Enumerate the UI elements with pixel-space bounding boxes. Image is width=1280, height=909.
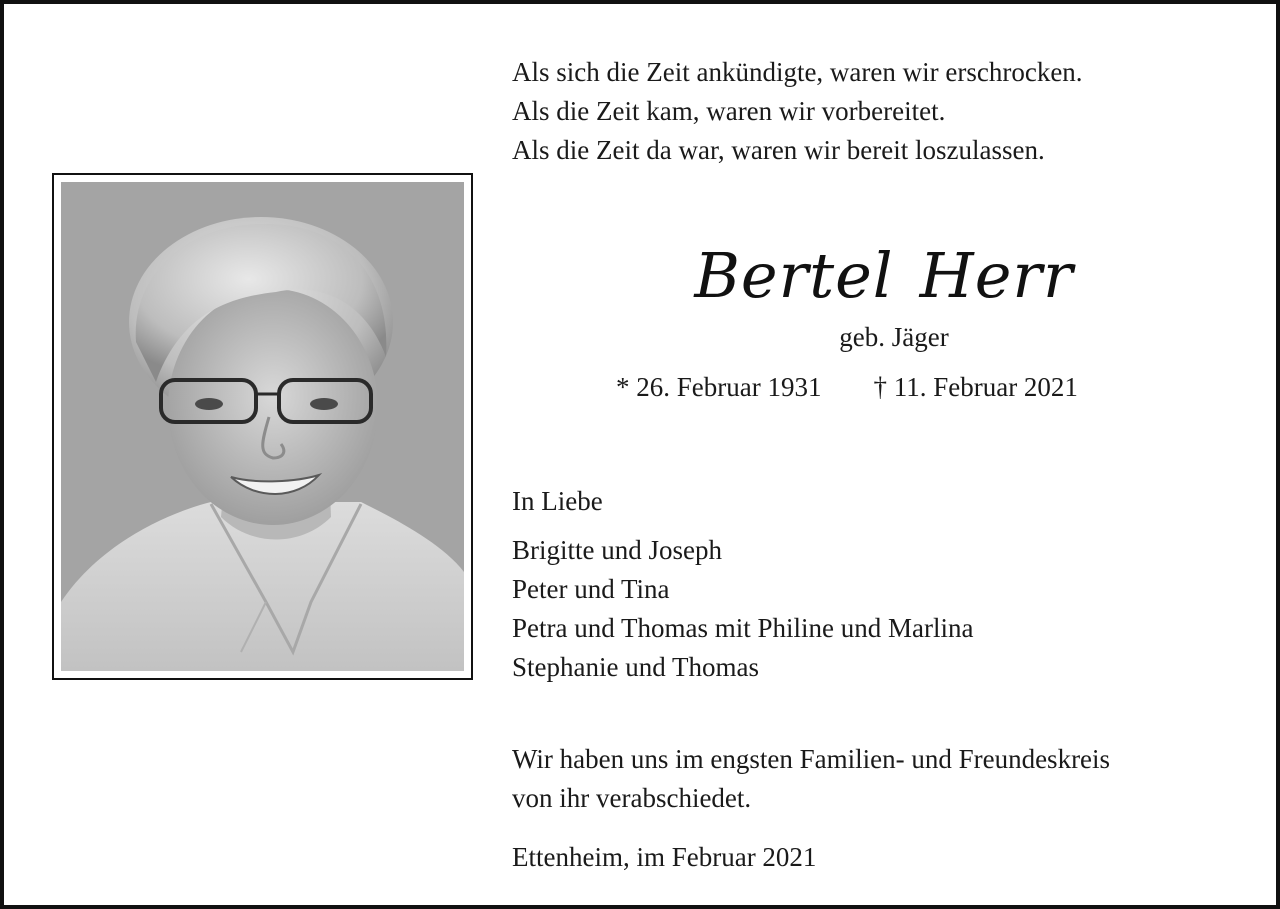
poem-line: Als die Zeit da war, waren wir bereit loszulassen. bbox=[512, 135, 1045, 165]
farewell-line: Wir haben uns im engsten Familien- und Freundeskreis bbox=[512, 744, 1111, 774]
portrait-frame bbox=[52, 173, 473, 680]
poem-line: Als sich die Zeit ankündigte, waren wir erschrocken. bbox=[512, 57, 1083, 87]
deceased-name bbox=[524, 236, 1244, 316]
family-list bbox=[512, 531, 973, 687]
family-member: Brigitte und Joseph bbox=[512, 535, 722, 565]
birth-name: geb. Jäger bbox=[839, 322, 949, 352]
family-member: Stephanie und Thomas bbox=[512, 652, 759, 682]
farewell-note bbox=[512, 740, 1110, 818]
poem bbox=[512, 53, 1083, 170]
farewell-line: von ihr verabschiedet. bbox=[512, 783, 752, 813]
last-name: Herr bbox=[919, 239, 1074, 312]
life-dates bbox=[616, 368, 1078, 407]
family-member: Petra und Thomas mit Philine und Marlina bbox=[512, 613, 974, 643]
in-love-heading: In Liebe bbox=[512, 486, 603, 516]
portrait-illustration bbox=[61, 182, 464, 671]
poem-line: Als die Zeit kam, waren wir vorbereitet. bbox=[512, 96, 946, 126]
portrait-photo bbox=[61, 182, 464, 671]
place-and-date: Ettenheim, im Februar 2021 bbox=[512, 842, 817, 872]
birth-date: * 26. Februar 1931 bbox=[616, 372, 822, 402]
family-member: Peter und Tina bbox=[512, 574, 670, 604]
death-date: † 11. Februar 2021 bbox=[873, 372, 1078, 402]
first-name: Bertel bbox=[694, 239, 894, 312]
